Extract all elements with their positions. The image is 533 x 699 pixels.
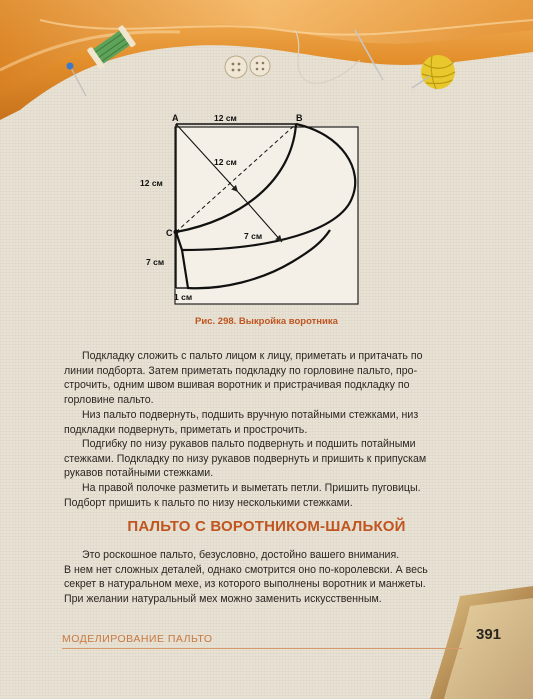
text-line: Это роскошное пальто, безусловно, достойно вашего внимания. — [82, 549, 400, 561]
text-line: Низ пальто подвернуть, подшить вручную потайными стежками, низ — [82, 409, 419, 421]
pin-icon — [62, 60, 92, 100]
needle-icon — [285, 20, 385, 92]
page-number: 391 — [476, 626, 502, 643]
text-line: Подборт пришить к пальто по низу несколькими стежками. — [64, 496, 353, 509]
inner-dimension-label: 7 см — [244, 231, 263, 241]
text-line: Подкладку сложить с пальто лицом к лицу, приметать и притачать по — [82, 350, 423, 362]
text-line: При желании натуральный мех можно заменить искусственным. — [64, 592, 382, 605]
left-dimension-label: 12 см — [140, 178, 163, 188]
paragraph-hem — [64, 408, 456, 437]
footer-section-label: МОДЕЛИРОВАНИЕ ПАЛЬТО — [62, 633, 213, 645]
section-paragraph — [64, 548, 456, 606]
text-line: стежками. Подкладку по низу рукавов подвернуть и пришить к припускам — [64, 452, 427, 465]
point-b-label: B — [296, 113, 303, 123]
point-c-label: C — [166, 228, 173, 238]
text-line: секрет в натуральном мехе, из которого выполнены воротник и манжеты. — [64, 578, 426, 591]
section-title: ПАЛЬТО С ВОРОТНИКОМ-ШАЛЬКОЙ — [127, 518, 406, 535]
text-line: рукавов потайными стежками. — [64, 467, 214, 480]
text-line: линии подборта. Затем приметать подкладку по горловине пальто, про- — [64, 364, 418, 377]
paragraph-buttons — [64, 481, 456, 510]
text-line: подкладки подвернуть, приметать и прострочить. — [64, 423, 308, 436]
paragraph-lining — [64, 349, 456, 407]
point-a-label: A — [172, 113, 179, 123]
yarn-ball-icon — [410, 48, 466, 96]
text-line: строчить, одним швом вшивая воротник и пристрачивая подкладку по — [64, 379, 410, 392]
text-line: На правой полочке разметить и выметать петли. Пришить пуговицы. — [82, 482, 421, 494]
diagonal-dimension-label: 12 см — [214, 157, 237, 167]
text-line: горловине пальто. — [64, 393, 154, 406]
lower-left-dimension-label: 7 см — [146, 257, 165, 267]
top-dimension-label: 12 см — [214, 113, 237, 123]
text-line: В нем нет сложных деталей, однако смотрится оно по-королевски. А весь — [64, 563, 428, 576]
bottom-dimension-label: 1 см — [174, 292, 193, 302]
footer-divider — [62, 648, 462, 649]
paragraph-sleeves — [64, 437, 456, 481]
collar-pattern-diagram — [140, 110, 367, 310]
button-icon — [222, 52, 274, 82]
text-line: Подгибку по низу рукавов пальто подвернуть и подшить потайными — [82, 438, 416, 450]
figure-caption: Рис. 298. Выкройка воротника — [195, 316, 338, 327]
